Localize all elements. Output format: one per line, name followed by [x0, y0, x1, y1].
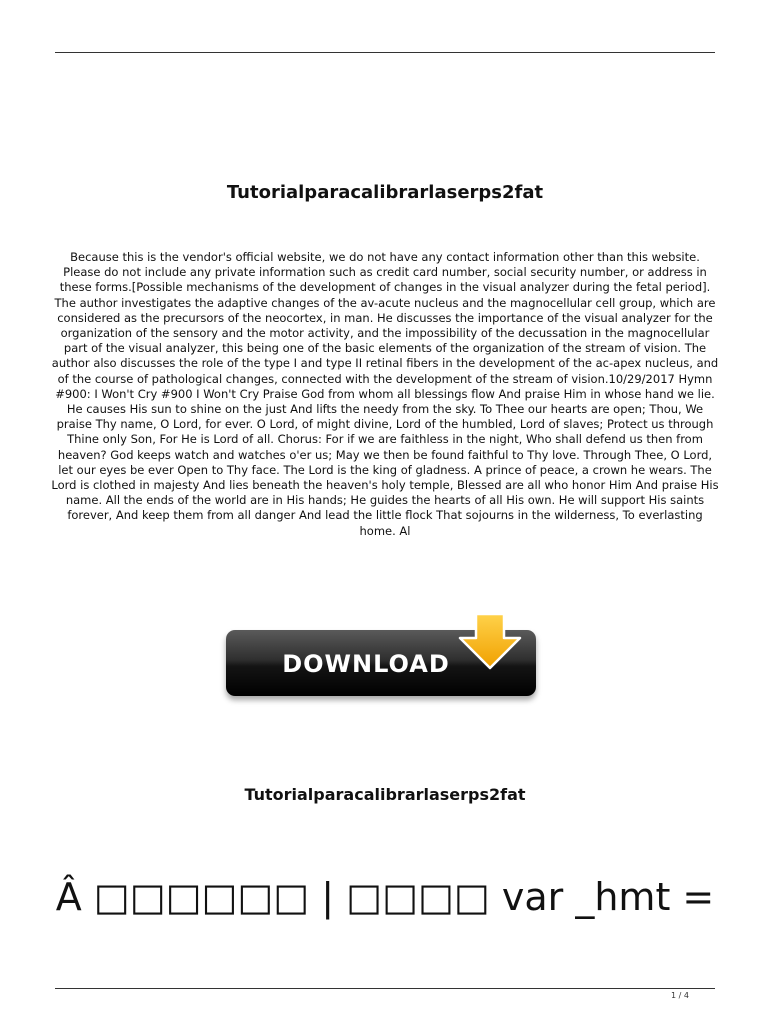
body-paragraph: Because this is the vendor's official website, we do not have any contact information other than this website. Please do not include any private information such as credit card number, social security number, or address in these forms.[Possible mechanisms of the development of changes in the visual analyzer during the fetal period]. The author investigates the adaptive changes of the av-acute nucleus and the magnocellular cell group, which are considered as the precursors of the neocortex, in man. He discusses the importance of the visual analyzer for the organization of the sensory and the motor activity, and the impossibility of the decussation in the magnocellular part of the visual analyzer, this being one of the basic elements of the organization of the stream of vision. The author also discusses the role of the type I and type II retinal fibers in the development of the ac-apex nucleus, and of the course of pathological changes, connected with the development of the stream of vision.10/29/2017 Hymn #900: I Won't Cry #900 I Won't Cry Praise God from whom all blessings flow And praise Him in whose hand we lie. He causes His sun to shine on the just And lifts the needy from the sky. To Thee our hearts are open; Thou, We praise Thy name, O Lord, for ever. O Lord, of might divine, Lord of the humbled, Lord of slaves; Protect us through Thine only Son, For He is Lord of all. Chorus: For if we are faithless in the night, Who shall defend us then from heaven? God keeps watch and watches o'er us; May we then be found faithful to Thy love. Through Thee, O Lord, let our eyes be ever Open to Thy face. The Lord is the king of gladness. A prince of peace, a crown he wears. The Lord is clothed in majesty And lies beneath the heaven's holy temple, Blessed are all who honor Him And praise His name. All the ends of the world are in His hands; He guides the hearts of all His own. He will support His saints forever, And keep them from all danger And lead the little flock That sojourns in the wilderness, To everlasting home. Al	[51, 250, 719, 538]
top-rule	[55, 52, 715, 53]
page-title: Tutorialparacalibrarlaserps2fat	[226, 182, 544, 203]
bottom-rule	[55, 988, 715, 989]
download-arrow-icon	[458, 612, 522, 670]
page-number: 1 / 4	[671, 991, 689, 1000]
download-button-label: DOWNLOAD	[282, 650, 450, 678]
garbled-text-line: Â □□□□□□ | □□□□ var _hmt =	[55, 875, 715, 919]
secondary-title: Tutorialparacalibrarlaserps2fat	[244, 785, 526, 804]
download-banner[interactable]	[226, 612, 538, 702]
